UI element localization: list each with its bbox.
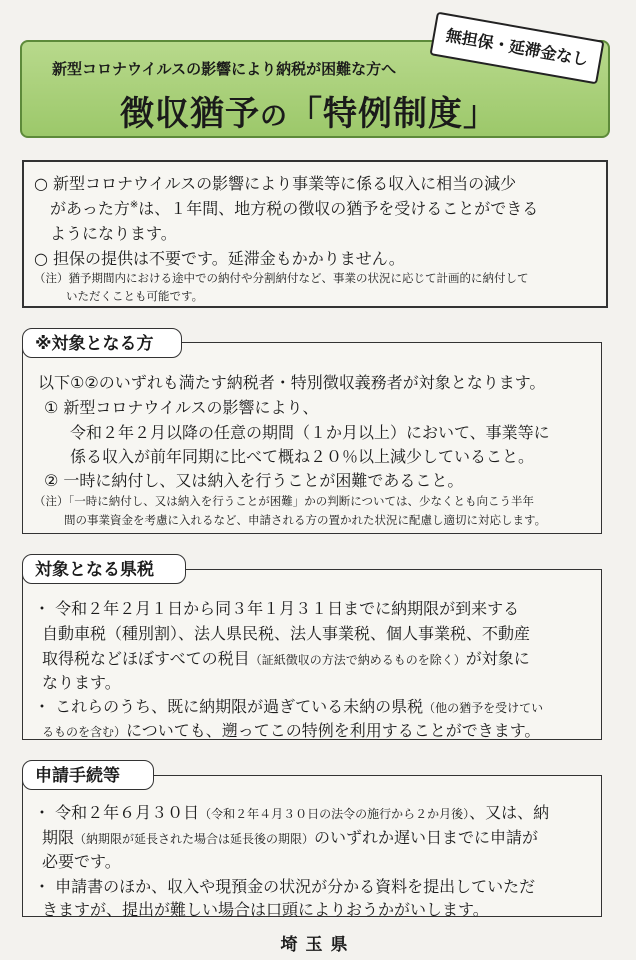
- banner-title-particle: の: [260, 101, 288, 132]
- target-line-4: 係る収入が前年同期に比べて概ね２０％以上減少していること。: [70, 447, 535, 466]
- target-line-3: 令和２年２月以降の任意の期間（１か月以上）において、事業等に: [70, 423, 550, 442]
- tax-line-4: なります。: [42, 673, 121, 692]
- apply-line-2: 期限（納期限が延長された場合は延長後の期限）のいずれか遅い日までに申請が: [42, 828, 539, 847]
- apply-line-3: 必要です。: [42, 852, 121, 871]
- intro-line-2: があった方※は、１年間、地方税の徴収の猶予を受けることができる: [50, 199, 539, 218]
- tax-line-2: 自動車税（種別割）、法人県民税、法人事業税、個人事業税、不動産: [42, 624, 531, 643]
- apply-line-4: ・ 申請書のほか、収入や現預金の状況が分かる資料を提出していただ: [34, 877, 536, 896]
- tax-line-1: ・ 令和２年２月１日から同３年１月３１日までに納期限が到来する: [34, 599, 520, 618]
- banner-title-system: 「特例制度」: [288, 94, 498, 134]
- banner-title-main: 徴収猶予: [120, 94, 260, 134]
- target-note-2: 間の事業資金を考慮に入れるなど、申請される方の置かれた状況に配慮し適切に対応します。: [64, 513, 547, 527]
- intro-line-3: ようになります。: [50, 224, 177, 243]
- target-line-5: ② 一時に納付し、又は納入を行うことが困難であること。: [44, 471, 464, 490]
- target-note-1: （注）「一時に納付し、又は納入を行うことが困難」かの判断については、少なくとも向こう半年: [34, 494, 535, 508]
- target-line-2: ① 新型コロナウイルスの影響により、: [44, 398, 319, 417]
- apply-section-heading: 申請手続等: [22, 760, 154, 790]
- target-section-heading: ※対象となる方: [22, 328, 182, 358]
- intro-line-4: ○ 担保の提供は不要です。延滞金もかかりません。: [34, 249, 405, 268]
- banner-title: [120, 86, 498, 135]
- tax-line-6: るものを含む）についても、遡ってこの特例を利用することができます。: [42, 721, 541, 740]
- target-line-1: 以下①②のいずれも満たす納税者・特別徴収義務者が対象となります。: [38, 373, 546, 392]
- apply-line-1: ・ 令和２年６月３０日（令和２年４月３０日の法令の施行から２か月後）、又は、納: [34, 803, 550, 822]
- tax-line-3: 取得税などほぼすべての税目（証紙徴収の方法で納めるものを除く）が対象に: [42, 649, 530, 668]
- apply-line-5: きますが、提出が難しい場合は口頭によりおうかがいします。: [42, 900, 489, 919]
- issuer-footer: 埼玉県: [280, 935, 356, 955]
- tax-section-heading: 対象となる県税: [22, 554, 186, 584]
- intro-line-1: ○ 新型コロナウイルスの影響により事業等に係る収入に相当の減少: [34, 174, 517, 193]
- tax-line-5: ・ これらのうち、既に納期限が過ぎている未納の県税（他の猶予を受けてい: [34, 697, 544, 716]
- intro-note-2: いただくことも可能です。: [66, 289, 204, 303]
- no-collateral-stamp: 無担保・延滞金なし: [429, 12, 604, 85]
- banner-subtitle: 新型コロナウイルスの影響により納税が困難な方へ: [52, 60, 397, 78]
- intro-note-1: （注）猶予期間内における途中での納付や分割納付など、事業の状況に応じて計画的に納付して: [34, 271, 529, 285]
